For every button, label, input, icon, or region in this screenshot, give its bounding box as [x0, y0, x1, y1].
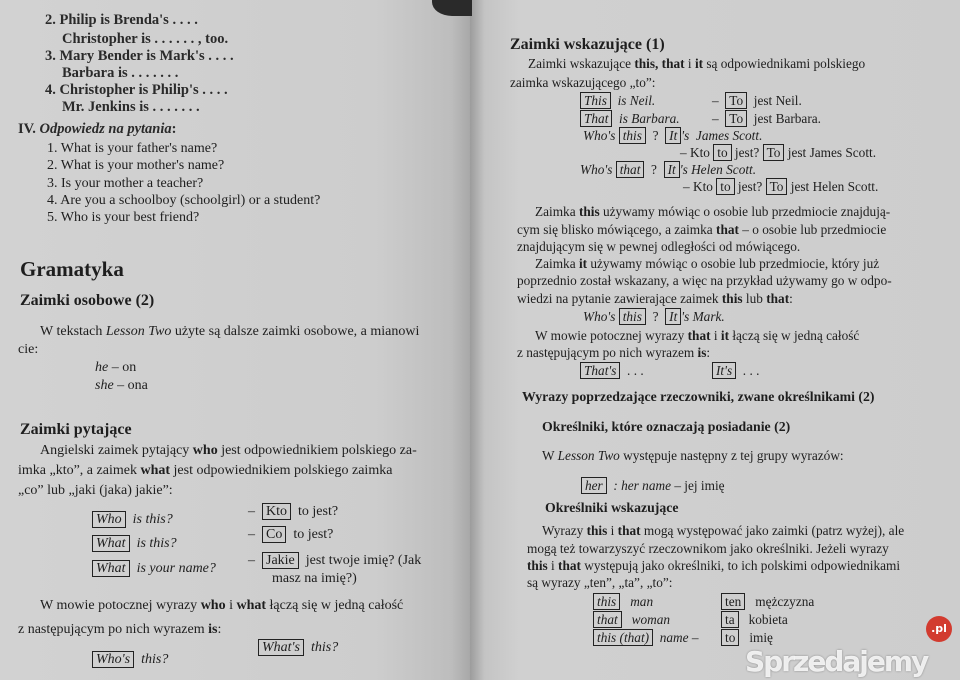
- bold-word: is: [697, 345, 707, 360]
- boxed-word: To: [763, 144, 785, 161]
- text-segment: 's James Scott.: [681, 128, 763, 143]
- text-segment: W mowie potocznej wyrazy: [535, 328, 688, 343]
- right-page-line: [517, 290, 793, 307]
- right-page-line: [581, 477, 725, 494]
- right-page-line: [683, 178, 878, 195]
- left-page-line: [40, 442, 417, 459]
- text-segment: imka „kto”, a zaimek: [18, 463, 141, 478]
- right-page-line: [517, 344, 710, 361]
- boxed-word: to: [716, 178, 734, 195]
- text-segment: woman: [621, 612, 671, 627]
- text-segment: : her name: [606, 478, 671, 493]
- text-segment: jest James Scott.: [784, 145, 877, 160]
- right-page-line: Określniki, które oznaczają posiadanie (2): [542, 419, 791, 434]
- boxed-word: ta: [721, 611, 739, 628]
- boxed-word: that: [593, 611, 622, 628]
- text-segment: używamy mówiąc o osobie lub przedmiocie, który już: [587, 256, 880, 271]
- text-segment: – Kto: [683, 179, 717, 194]
- text-segment: kobieta: [738, 612, 788, 627]
- bold-word: that: [687, 328, 711, 343]
- text-segment: Who's: [583, 128, 619, 143]
- right-page-line: mogą też towarzyszyć rzeczownikom jako określniki. Jeżeli wyrazy: [527, 541, 889, 556]
- right-page-line: [580, 110, 680, 127]
- boxed-word: to: [721, 629, 739, 646]
- text-segment: – Kto: [680, 145, 714, 160]
- left-page-line: [258, 639, 338, 656]
- boxed-word: What: [92, 560, 130, 577]
- left-page-line: [92, 651, 168, 668]
- right-page-line: [528, 55, 865, 72]
- text-segment: :: [217, 622, 222, 637]
- boxed-word: That's: [580, 362, 620, 379]
- text-segment: i: [607, 523, 618, 538]
- boxed-word: this: [593, 593, 620, 610]
- bold-word: it: [694, 56, 704, 71]
- text-segment: to jest?: [286, 527, 334, 542]
- text-segment: łączą się w jedną całość: [266, 598, 404, 613]
- right-page-line: [712, 110, 821, 127]
- boxed-word: ten: [721, 593, 745, 610]
- right-page-line: [721, 593, 814, 610]
- bold-word: IV.: [18, 121, 36, 137]
- text-segment: z następującym po nich wyrazem: [517, 345, 698, 360]
- bold-word: is: [208, 622, 218, 637]
- text-segment: – ona: [113, 378, 148, 393]
- boxed-word: to: [713, 144, 731, 161]
- text-segment: is Neil.: [610, 93, 656, 108]
- left-page-line: masz na imię?): [272, 571, 357, 586]
- right-page-line: [593, 593, 653, 610]
- left-page-line: [40, 323, 419, 340]
- left-page-line: 2. What is your mother's name?: [47, 158, 225, 173]
- right-page-line: [535, 255, 879, 272]
- text-segment: jest?: [731, 145, 763, 160]
- right-page-line: Określniki wskazujące: [545, 500, 679, 515]
- left-page-line: 3. Is your mother a teacher?: [47, 176, 204, 191]
- right-page-line: [527, 557, 900, 574]
- right-page-line: [517, 221, 886, 238]
- right-page-line: [542, 447, 844, 464]
- text-segment: man: [620, 594, 654, 609]
- text-segment: Wyrazy: [542, 523, 587, 538]
- boxed-word: What: [92, 535, 130, 552]
- boxed-word: That: [580, 110, 612, 127]
- left-page-line: 2. Philip is Brenda's . . . .: [45, 12, 198, 28]
- left-page-line: [95, 359, 136, 376]
- right-page-line: [712, 92, 802, 109]
- boxed-word: It: [664, 161, 680, 178]
- left-page-line: [18, 121, 176, 138]
- boxed-word: To: [725, 110, 747, 127]
- text-segment: jest Neil.: [747, 93, 802, 108]
- left-page-line: [95, 377, 148, 394]
- left-page-line: [248, 552, 421, 569]
- text-segment: występuje następny z tej grupy wyrazów:: [619, 448, 844, 463]
- right-page-line: zaimka wskazującego „to”:: [510, 75, 656, 90]
- right-page-line: [580, 161, 756, 178]
- left-page-line: Zaimki osobowe (2): [20, 292, 155, 309]
- bold-word: that: [766, 291, 790, 306]
- text-segment: używamy mówiąc o osobie lub przedmiocie znajdują-: [599, 204, 891, 219]
- boxed-word: What's: [258, 639, 304, 656]
- text-segment: Who's: [583, 309, 619, 324]
- text-segment: she: [95, 378, 114, 393]
- boxed-word: It's: [712, 362, 736, 379]
- boxed-word: It: [665, 308, 681, 325]
- left-page-line: [18, 621, 221, 638]
- boxed-word: To: [766, 178, 788, 195]
- boxed-word: Jakie: [262, 552, 299, 569]
- text-segment: wiedzi na pytanie zawierające zaimek: [517, 291, 722, 306]
- text-segment: :: [789, 291, 793, 306]
- text-segment: ?: [644, 162, 664, 177]
- bold-word: this: [586, 523, 608, 538]
- bold-word: that: [716, 222, 739, 237]
- bold-word: it: [720, 328, 729, 343]
- boxed-word: It: [665, 127, 681, 144]
- text-segment: cym się blisko mówiącego, a zaimka: [517, 222, 717, 237]
- left-page-line: [18, 462, 392, 479]
- text-segment: Lesson Two: [557, 448, 620, 463]
- text-segment: –: [248, 504, 262, 519]
- boxed-word: To: [725, 92, 747, 109]
- text-segment: i: [684, 56, 695, 71]
- text-segment: jest odpowiednikiem polskiego za-: [217, 443, 417, 458]
- text-segment: 's Mark.: [681, 309, 725, 324]
- text-segment: Who's: [580, 162, 616, 177]
- bold-word: what: [140, 463, 171, 478]
- right-page-line: [593, 611, 670, 628]
- left-page-line: 5. Who is your best friend?: [47, 210, 200, 225]
- right-page-line: [580, 362, 644, 379]
- right-page-line: znajdującym się w pewnej odległości od mówiącego.: [517, 239, 801, 254]
- text-segment: Angielski zaimek pytający: [40, 443, 193, 458]
- left-page-line: [40, 597, 403, 614]
- left-page-line: Barbara is . . . . . . .: [62, 65, 179, 81]
- text-segment: – jej imię: [671, 478, 725, 493]
- right-page-line: są wyrazy „ten”, „ta”, „to”:: [527, 575, 673, 590]
- text-segment: użyte są dalsze zaimki osobowe, a mianowi: [171, 324, 420, 339]
- left-page-line: [92, 560, 216, 577]
- text-segment: W tekstach: [40, 324, 106, 339]
- text-segment: jest twoje imię? (Jak: [298, 553, 422, 568]
- text-segment: i: [710, 328, 721, 343]
- boxed-word: Who: [92, 511, 126, 528]
- text-segment: jest Helen Scott.: [787, 179, 879, 194]
- text-segment: i: [547, 558, 559, 573]
- left-page-line: Christopher is . . . . . . , too.: [62, 31, 229, 47]
- left-page-line: [92, 511, 173, 528]
- left-page-line: cie:: [18, 342, 39, 357]
- text-segment: to jest?: [291, 504, 339, 519]
- text-segment: is Barbara.: [612, 111, 680, 126]
- left-page-line: 4. Christopher is Philip's . . . .: [45, 82, 228, 98]
- text-segment: . . .: [620, 363, 644, 378]
- watermark-logo: Sprzedajemy: [745, 645, 928, 678]
- left-page-line: [248, 503, 338, 520]
- text-segment: this?: [134, 652, 169, 667]
- text-segment: :: [171, 121, 177, 137]
- left-page-line: Mr. Jenkins is . . . . . . .: [62, 99, 200, 115]
- text-segment: he: [95, 360, 109, 375]
- boxed-word: this (that): [593, 629, 653, 646]
- text-segment: lub: [742, 291, 767, 306]
- text-segment: Zaimki wskazujące: [528, 56, 635, 71]
- boxed-word: This: [580, 92, 611, 109]
- boxed-word: Co: [262, 526, 286, 543]
- text-segment: są odpowiednikami polskiego: [703, 56, 866, 71]
- text-segment: –: [248, 553, 262, 568]
- left-page-line: 3. Mary Bender is Mark's . . . .: [45, 48, 234, 64]
- text-segment: this?: [304, 640, 339, 655]
- text-segment: – o osobie lub przedmiocie: [738, 222, 887, 237]
- bold-word: it: [578, 256, 588, 271]
- text-segment: is this?: [125, 512, 173, 527]
- text-segment: 's Helen Scott.: [679, 162, 757, 177]
- text-segment: jest?: [734, 179, 766, 194]
- text-segment: W: [542, 448, 558, 463]
- boxed-word: that: [616, 161, 645, 178]
- text-segment: imię: [739, 630, 773, 645]
- bold-word: that: [558, 558, 581, 573]
- text-segment: i: [225, 598, 237, 613]
- right-page-line: Zaimki wskazujące (1): [510, 36, 665, 53]
- text-segment: jest Barbara.: [747, 111, 821, 126]
- bold-word: this: [578, 204, 600, 219]
- text-segment: występują jako określniki, to ich polskimi odpowiednikami: [580, 558, 901, 573]
- right-page-line: [680, 144, 876, 161]
- text-segment: Zaimka: [535, 256, 579, 271]
- bold-word: who: [200, 598, 226, 613]
- right-page-line: Wyrazy poprzedzające rzeczowniki, zwane określnikami (2): [522, 389, 875, 404]
- left-page-line: „co” lub „jaki (jaka) jakie”:: [18, 483, 173, 498]
- right-page-line: [721, 611, 788, 628]
- bold-word: what: [236, 598, 267, 613]
- boxed-word: Kto: [262, 503, 291, 520]
- right-page-line: [593, 629, 699, 646]
- watermark-badge: .pl: [926, 616, 952, 642]
- text-segment: –: [712, 93, 726, 108]
- left-page-line: Zaimki pytające: [20, 421, 132, 438]
- boxed-word: Who's: [92, 651, 134, 668]
- left-page-line: 4. Are you a schoolboy (schoolgirl) or a student?: [47, 193, 321, 208]
- bold-word: this: [527, 558, 548, 573]
- right-page-line: [535, 327, 859, 344]
- text-segment: is your name?: [129, 561, 216, 576]
- bold-word: this, that: [634, 56, 685, 71]
- boxed-word: this: [619, 127, 646, 144]
- text-segment: ?: [645, 128, 666, 143]
- left-page-line: [248, 526, 333, 543]
- text-segment: W mowie potocznej wyrazy: [40, 598, 201, 613]
- text-segment: z następującym po nich wyrazem: [18, 622, 209, 637]
- text-segment: Odpowiedz na pytania: [35, 121, 172, 137]
- right-page-line: [583, 308, 725, 325]
- right-page-line: [542, 522, 904, 539]
- text-segment: is this?: [129, 536, 177, 551]
- text-segment: –: [248, 527, 262, 542]
- text-segment: ?: [645, 309, 666, 324]
- bold-word: who: [192, 443, 218, 458]
- text-segment: mężczyzna: [745, 594, 815, 609]
- text-segment: –: [712, 111, 726, 126]
- boxed-word: this: [619, 308, 646, 325]
- text-segment: :: [706, 345, 711, 360]
- right-page-line: [580, 92, 655, 109]
- right-page-line: [712, 362, 759, 379]
- text-segment: Lesson Two: [105, 324, 172, 339]
- text-segment: Zaimka: [535, 204, 579, 219]
- bold-word: this: [721, 291, 743, 306]
- text-segment: name –: [653, 630, 699, 645]
- text-segment: jest odpowiednikiem polskiego zaimka: [170, 463, 393, 478]
- right-page-line: [583, 127, 762, 144]
- text-segment: łączą się w jedną całość: [729, 328, 860, 343]
- right-page-line: poprzednio został wskazany, a więc na przykład używamy go w odpo-: [517, 273, 892, 288]
- left-page-line: Gramatyka: [20, 257, 124, 281]
- text-segment: . . .: [736, 363, 760, 378]
- text-segment: mogą występować jako zaimki (patrz wyżej), ale: [640, 523, 905, 538]
- left-page-line: [92, 535, 177, 552]
- boxed-word: her: [581, 477, 607, 494]
- left-page-line: 1. What is your father's name?: [47, 141, 218, 156]
- right-page-line: [721, 629, 773, 646]
- bold-word: that: [617, 523, 641, 538]
- right-page-line: [535, 203, 890, 220]
- text-segment: – on: [108, 360, 137, 375]
